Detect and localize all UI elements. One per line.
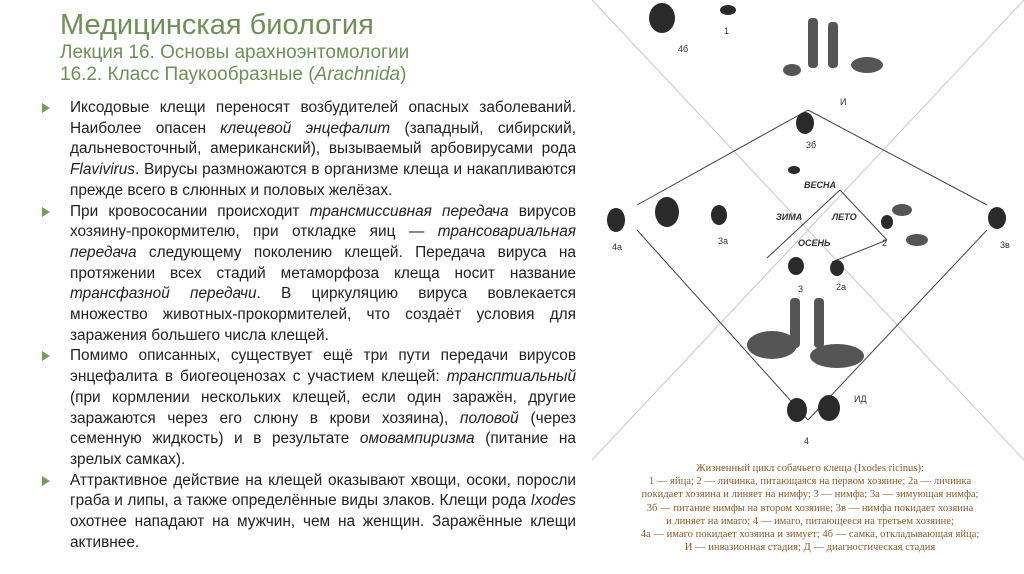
- caption-line: и линяет на имаго; 4 — имаго, питающееся на третьем хозяине;: [666, 515, 954, 527]
- bullet-text: охотнее нападают на мужчин, чем на женщин. Заражённые клещи активнее.: [70, 513, 576, 551]
- caption-line: 3б — питание нимфы на втором хозяине; 3в — нимфа покидает хозяина: [646, 502, 974, 514]
- section-subtitle-latin: Arachnida: [314, 64, 401, 85]
- label-4a: 4а: [612, 242, 623, 252]
- season-summer: ЛЕТО: [832, 212, 857, 222]
- label-id: ИД: [854, 394, 867, 404]
- bullet-text: Иксодовые клещи переносят возбудителей опасных заболеваний. Наиболее опасен: [70, 99, 576, 137]
- label-3b: 3б: [806, 140, 817, 150]
- label-4: 4: [804, 436, 810, 446]
- section-subtitle-prefix: 16.2. Класс Паукообразные (: [60, 64, 315, 85]
- bullet-text: (западный, сибирский, дальневосточный, американский), вызываемый арбовирусами рода: [70, 119, 576, 158]
- bullet-marker-icon: [42, 351, 50, 361]
- label-4b: 4б: [678, 44, 689, 54]
- bullet-text: вирусов хозяину-прокормителю, при откладке яиц —: [70, 202, 576, 241]
- label-2a: 2а: [836, 282, 847, 292]
- bullet-marker-icon: [42, 207, 50, 217]
- bullet-term: клещевой энцефалит: [220, 119, 391, 137]
- bullet-text: . Вирусы размножаются в организме клеща и накапливаются прежде всего в слюнных и половых желёзах.: [70, 161, 576, 199]
- bullet-term: трансовариальная передача: [70, 223, 576, 261]
- bullet-text: Аттрактивное действие на клещей оказывают хвощи, осоки, поросли граба и липы, а также определённые виды злаков. Клещи рода: [70, 471, 576, 510]
- label-3: 3: [798, 284, 804, 294]
- lecture-subtitle: Лекция 16. Основы арахноэнтомологии: [60, 42, 410, 63]
- season-winter: ЗИМА: [776, 212, 803, 222]
- bullet-text: (питание на зрелых самках).: [70, 430, 576, 468]
- background-diagonals: [592, 0, 1024, 460]
- bullet-term: омовампиризма: [359, 430, 475, 448]
- section-subtitle: [60, 64, 580, 86]
- bullet-term: трансфазной передачи: [70, 285, 257, 303]
- cycle-arrows: [637, 110, 987, 420]
- bullet-term: Ixodes: [530, 492, 576, 510]
- tick-markers: [607, 3, 1006, 422]
- label-3v: 3в: [1000, 240, 1010, 250]
- bullet-text: При кровососании происходит: [70, 202, 310, 220]
- slide-title: Медицинская биология: [60, 9, 374, 41]
- title-block: [60, 8, 580, 86]
- bullet-term: трансмиссивная передача: [309, 202, 509, 220]
- bullet-text: Помимо описанных, существует ещё три пути передачи вирусов энцефалита в биогеоценозах с участием клещей:: [70, 347, 576, 386]
- bullet-term: половой: [460, 409, 519, 427]
- caption-line: 4а — имаго покидает хозяина и зимует; 4б — самка, откладывающая яйца;: [640, 529, 980, 541]
- season-spring: ВЕСНА: [804, 180, 837, 190]
- bullet-marker-icon: [42, 476, 50, 486]
- caption-line: Жизненный цикл собачьего клеща (Ixodes ricinus):: [696, 463, 924, 474]
- bullet-text: (при кормлении нескольких клещей, если один заражён, другие заражаются через его слюну в крови хозяина),: [70, 388, 576, 427]
- section-subtitle-suffix: ): [400, 64, 407, 85]
- label-3a: 3а: [718, 236, 729, 246]
- bullet-marker-icon: [42, 103, 50, 113]
- bullet-text: . В циркуляцию вируса вовлекается множество животных-прокормителей, что создаёт условия для заражения большего числа клещей.: [70, 285, 576, 344]
- label-1: 1: [724, 26, 730, 36]
- season-autumn: ОСЕНЬ: [798, 238, 831, 248]
- bullet-item: [40, 471, 576, 554]
- bullet-text: (через семенную жидкость) и в результате: [70, 409, 576, 448]
- bullet-item: [40, 202, 576, 347]
- label-i: И: [840, 97, 847, 107]
- bullet-term: Flavivirus: [70, 161, 135, 179]
- bullet-item: [40, 98, 576, 202]
- figure-caption: [596, 462, 1024, 554]
- bullet-item: [40, 346, 576, 470]
- label-2: 2: [882, 238, 888, 248]
- caption-line: 1 — яйца; 2 — личинка, питающаяся на первом хозяине; 2а — личинка: [648, 476, 972, 488]
- bullet-list: [40, 98, 576, 553]
- bullet-text: следующему поколению клещей. Передача вируса на протяжении всех стадий метаморфоза клеща носит название: [70, 243, 576, 282]
- caption-line: покидает хозяина и линяет на нимфу; 3 — нимфа; 3а — зимующая нимфа;: [641, 489, 979, 501]
- bullet-term: трансптиальный: [446, 368, 576, 386]
- caption-line: И — инвазионная стадия; Д — диагностическая стадия: [684, 542, 936, 554]
